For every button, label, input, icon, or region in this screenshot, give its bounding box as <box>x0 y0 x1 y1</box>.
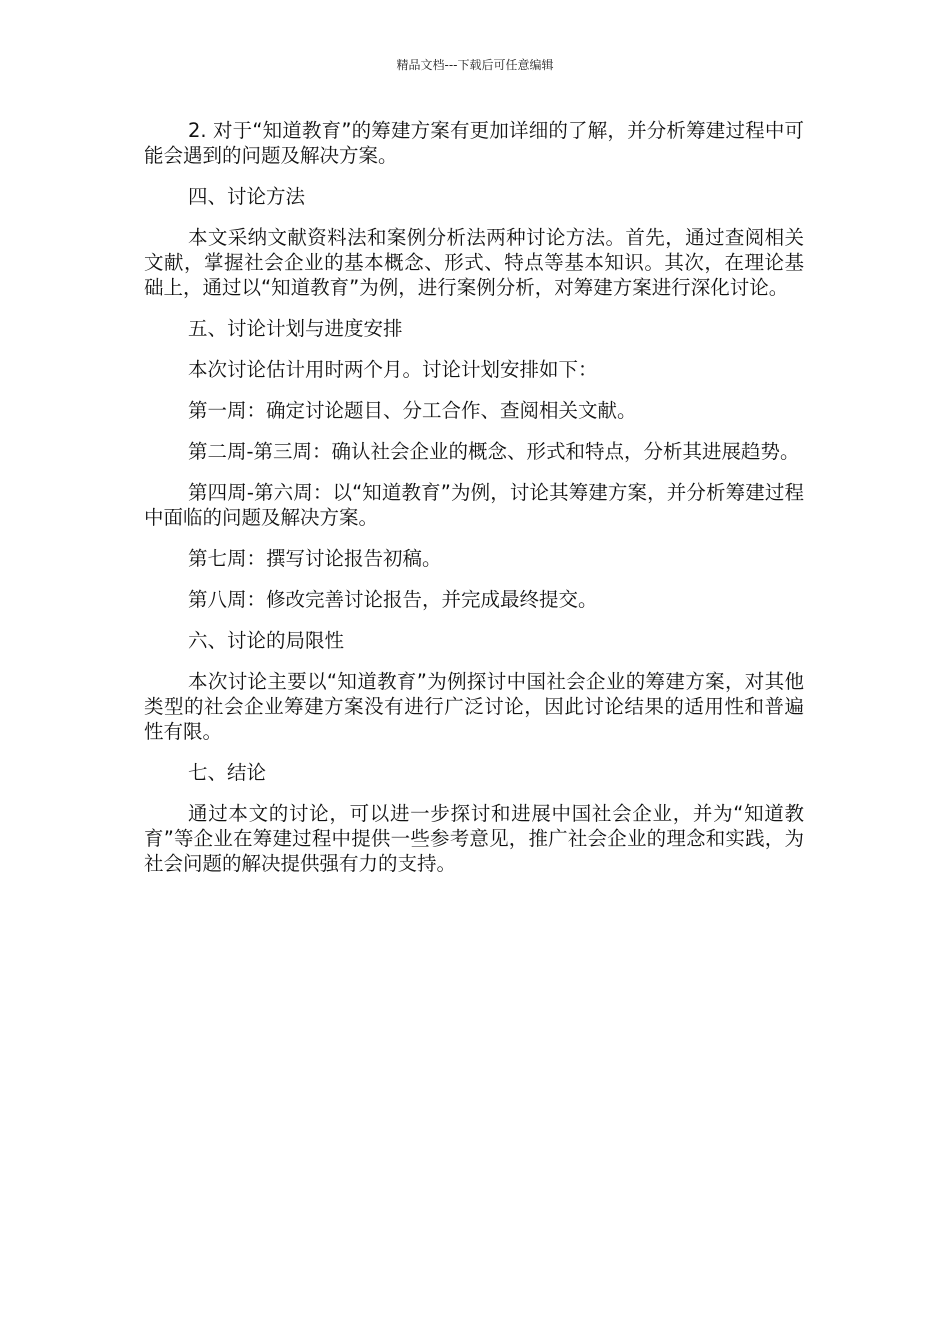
document-body <box>144 118 804 892</box>
paragraph-conclusion: 通过本文的讨论，可以进一步探讨和进展中国社会企业，并为“知道教育”等企业在筹建过程中提供一些参考意见，推广社会企业的理念和实践，为社会问题的解决提供强有力的支持。 <box>144 802 804 875</box>
paragraph-methods: 本文采纳文献资料法和案例分析法两种讨论方法。首先，通过查阅相关文献，掌握社会企业的基本概念、形式、特点等基本知识。其次，在理论基础上，通过以“知道教育”为例，进行案例分析，对筹建方案进行深化讨论。 <box>144 226 804 299</box>
section-heading-schedule: 五、讨论计划与进度安排 <box>188 317 403 340</box>
schedule-item-week-7: 第七周：撰写讨论报告初稿。 <box>188 547 442 570</box>
section-heading-limitations: 六、讨论的局限性 <box>188 629 345 652</box>
section-heading-conclusion: 七、结论 <box>188 761 267 784</box>
page-header: 精品文档---下载后可任意编辑 <box>396 58 554 72</box>
schedule-item-week-2-3: 第二周-第三周：确认社会企业的概念、形式和特点，分析其进展趋势。 <box>188 440 800 463</box>
paragraph-goal-2: 2. 对于“知道教育”的筹建方案有更加详细的了解，并分析筹建过程中可能会遇到的问题及解决方案。 <box>144 119 804 167</box>
paragraph-schedule-intro: 本次讨论估计用时两个月。讨论计划安排如下： <box>188 358 598 381</box>
section-heading-methods: 四、讨论方法 <box>188 185 306 208</box>
schedule-item-week-1: 第一周：确定讨论题目、分工合作、查阅相关文献。 <box>188 399 637 422</box>
paragraph-limitations: 本次讨论主要以“知道教育”为例探讨中国社会企业的筹建方案，对其他类型的社会企业筹建方案没有进行广泛讨论，因此讨论结果的适用性和普遍性有限。 <box>144 670 804 743</box>
schedule-item-week-8: 第八周：修改完善讨论报告，并完成最终提交。 <box>188 588 598 611</box>
schedule-item-week-4-6: 第四周-第六周：以“知道教育”为例，讨论其筹建方案，并分析筹建过程中面临的问题及解决方案。 <box>144 481 804 529</box>
